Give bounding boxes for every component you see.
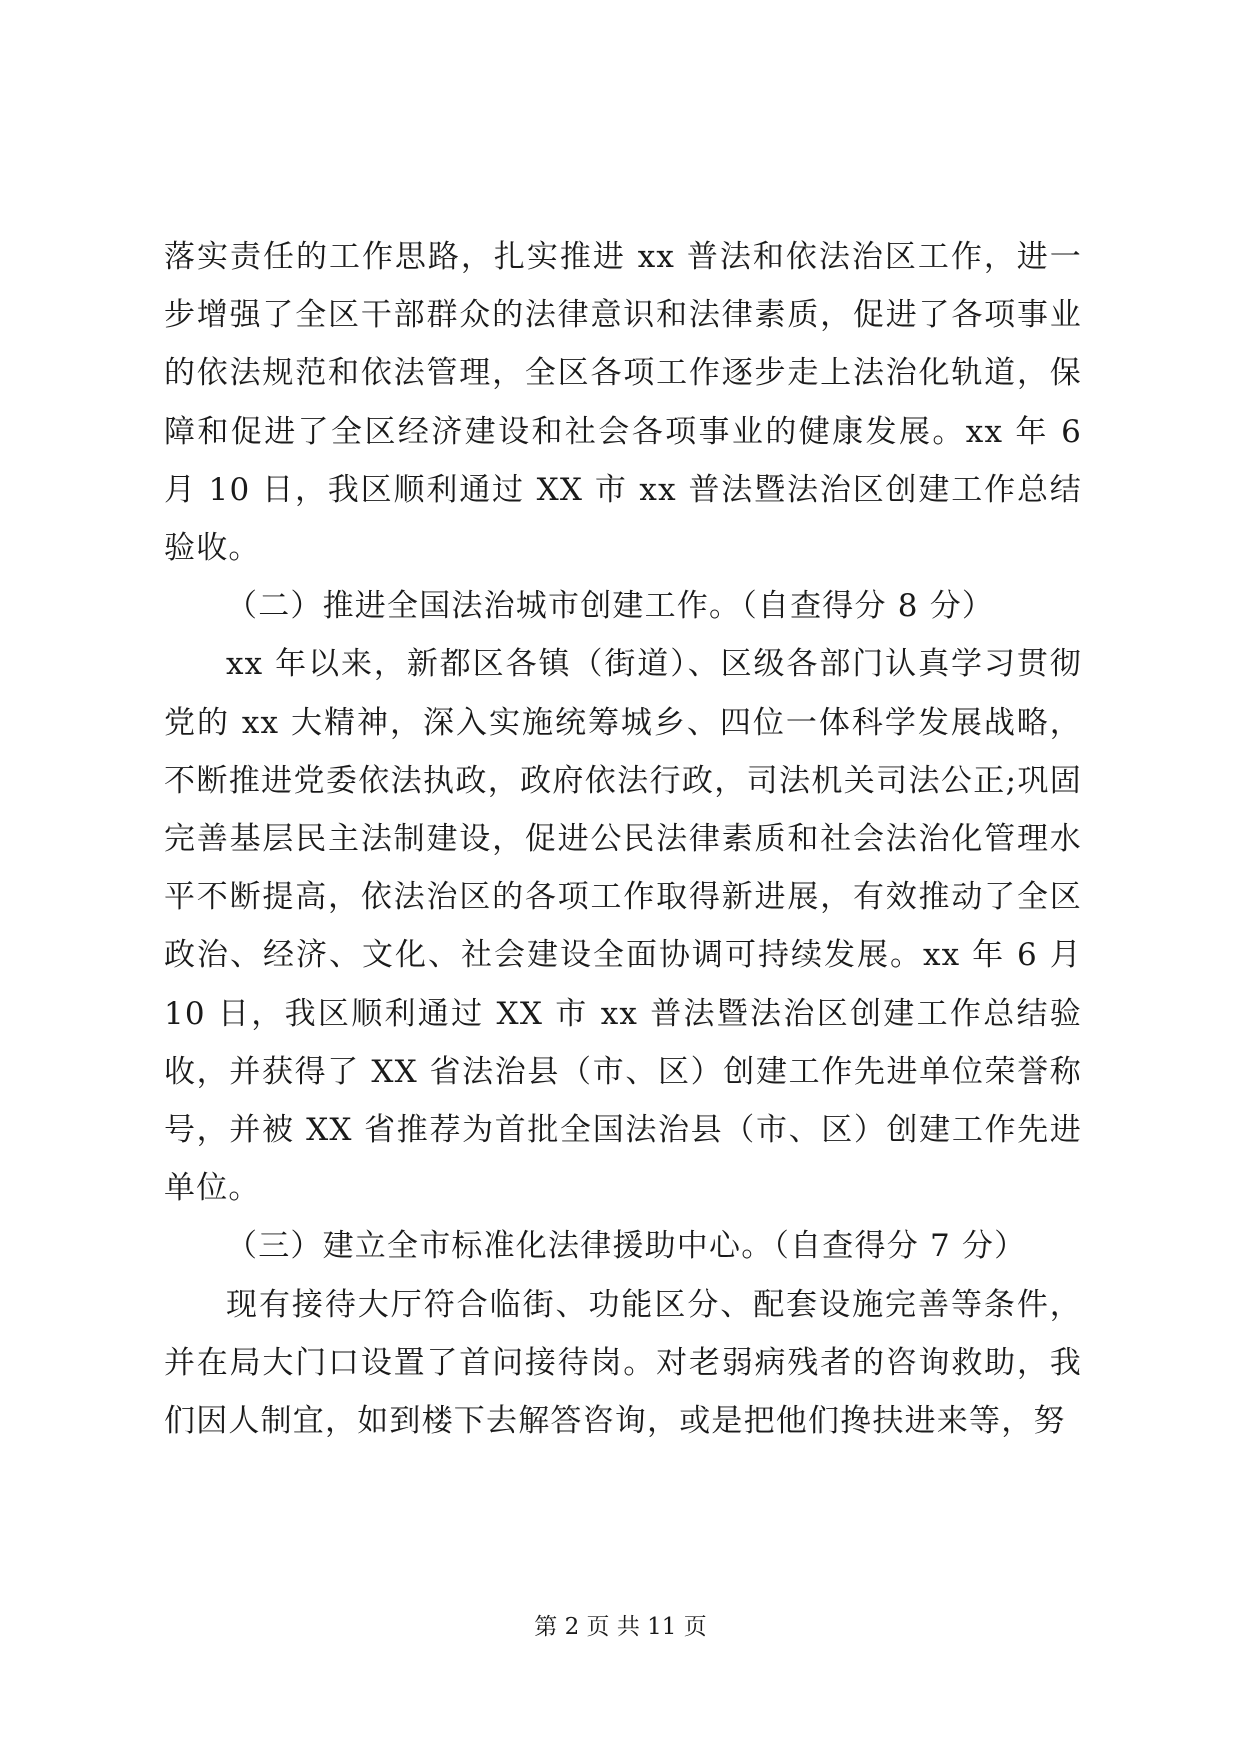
paragraph-3: 现有接待大厅符合临街、功能区分、配套设施完善等条件，并在局大门口设置了首问接待岗。对老弱病残者的咨询救助，我们因人制宜，如到楼下去解答咨询，或是把他们搀扶进来等，努 [164,1286,1082,1440]
page-footer: 第 2 页 共 11 页 [534,1614,707,1640]
section-heading-3: （三）建立全市标准化法律援助中心。（自查得分 7 分） [226,1228,1027,1265]
paragraph-2: xx 年以来，新都区各镇（街道）、区级各部门认真学习贯彻党的 xx 大精神，深入实施统筹城乡、四位一体科学发展战略，不断推进党委依法执政，政府依法行政，司法机关司法公正;巩固完善基层民主法制建设，促进公民法律素质和社会法治化管理水平不断提高，依法治区的各项工作取得新进展，有效推动了全区政治、经济、文化、社会建设全面协调可持续发展。xx 年 6 月 10 日，我区顺利通过 XX 市 xx 普法暨法治区创建工作总结验收，并获得了 XX 省法治县（市、区）创建工作先进单位荣誉称号，并被 XX 省推荐为首批全国法治县（市、区）创建工作先进单位。 [164,646,1082,1207]
section-heading-2: （二）推进全国法治城市创建工作。（自查得分 8 分） [226,588,995,625]
paragraph-1: 落实责任的工作思路，扎实推进 xx 普法和依法治区工作，进一步增强了全区干部群众的法律意识和法律素质，促进了各项事业的依法规范和依法管理，全区各项工作逐步走上法治化轨道，保障和促进了全区经济建设和社会各项事业的健康发展。xx 年 6 月 10 日，我区顺利通过 XX 市 xx 普法暨法治区创建工作总结验收。 [164,239,1082,567]
body-text [164,228,1082,1450]
